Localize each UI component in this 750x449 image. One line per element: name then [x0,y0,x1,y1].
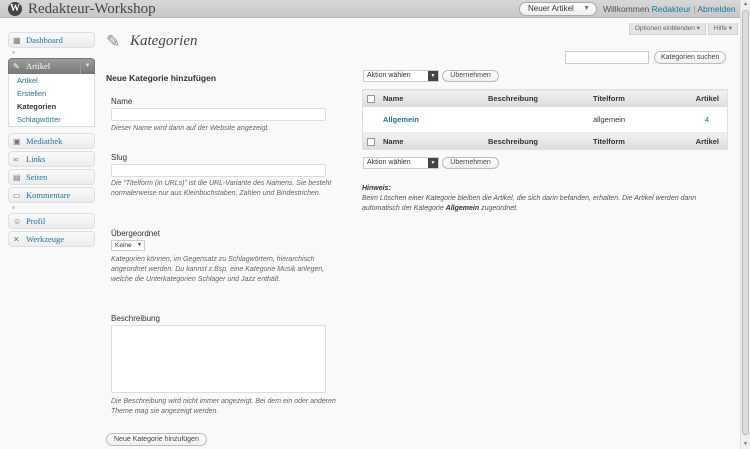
pushpin-icon: ✎ [13,62,20,71]
table-header-row [363,90,728,107]
dashboard-icon: ▦ [13,36,21,45]
bulk-action-value: Aktion wählen [367,72,411,79]
logout-link[interactable]: Abmelden [697,4,736,14]
menu-item-comments[interactable] [8,187,95,203]
name-hint: Dieser Name wird dann auf der Website angezeigt. [111,125,270,132]
bulk-action-select-bottom[interactable] [363,157,439,169]
category-search-input[interactable] [565,51,649,64]
admin-header [0,0,740,18]
apply-button-bottom[interactable]: Übernehmen [442,157,499,169]
select-all-cell [363,133,380,150]
deletion-note [362,184,732,214]
menu-item-tools[interactable] [8,231,95,247]
note-text-after: zugeordnet. [479,205,519,212]
description-textarea[interactable] [111,325,326,393]
column-description[interactable]: Beschreibung [484,133,589,150]
add-category-heading: Neue Kategorie hinzufügen [106,73,217,83]
menu-label: Profil [26,216,46,226]
link-icon: ∞ [13,155,19,164]
site-title[interactable]: Redakteur-Workshop [28,1,156,17]
chevron-down-icon[interactable]: ▼ [583,5,590,12]
menu-item-pages[interactable] [8,169,95,185]
new-article-button[interactable] [519,2,597,16]
menu-label: Dashboard [26,35,63,45]
pushpin-icon: ✎ [106,32,121,51]
column-slug[interactable]: Titelform [589,90,679,107]
menu-item-links[interactable] [8,151,95,167]
menu-item-media[interactable] [8,133,95,149]
parent-hint: Kategorien können, im Gegensatz zu Schlagwörtern, hierarchisch angeordnet werden. Du kannst z.Bsp. eine Kategorie Musik anlegen, welche die Unterkategorien Schlager und Jazz enthält. [111,256,325,283]
category-count-link[interactable]: 4 [679,107,728,133]
name-label: Name [111,97,133,106]
menu-label: Links [26,154,46,164]
new-article-label: Neuer Artikel [528,4,574,13]
menu-label: Werkzeuge [26,234,65,244]
bulk-action-select-top[interactable] [363,70,439,82]
category-description [484,107,589,133]
chevron-down-icon: ▼ [137,242,142,248]
screen-options-label: Optionen einblenden [634,25,695,32]
column-count[interactable]: Artikel [679,90,728,107]
select-all-checkbox[interactable] [367,95,375,103]
slug-label: Slug [111,153,128,162]
category-search-button[interactable]: Kategorien suchen [654,51,726,64]
row-checkbox-cell [363,107,380,133]
categories-table [362,89,728,150]
chevron-down-icon[interactable]: ▼ [80,59,94,74]
scroll-thumb[interactable] [742,10,749,435]
slug-hint: Die “Titelform (in URLs)” ist die URL-Variante des Namens. Sie besteht normalerweise nur aus Kleinbuchstaben, Zahlen und Bindestrichen. [111,180,332,197]
bulk-action-value: Aktion wählen [367,159,411,166]
column-name[interactable]: Name [379,133,484,150]
note-text-before: Beim Löschen einer Kategorie bleiben die Artikel, die sich darin befanden, erhalten. Die Artikel werden dann automatisch der Kategorie [362,195,697,212]
description-hint: Die Beschreibung wird nicht immer angezeigt. Bei dem ein oder anderen Theme mag sie angezeigt werden. [111,398,336,415]
select-all-cell [363,90,380,107]
chevron-down-icon: ▼ [428,158,438,168]
parent-category-select[interactable] [111,240,145,251]
page-title: Kategorien [130,33,198,49]
description-label: Beschreibung [111,314,160,323]
note-title: Hinweis: [362,185,391,192]
chevron-down-icon: ▼ [428,71,438,81]
screen-meta-tabs [627,23,738,35]
table-footer-row [363,133,728,150]
vertical-scrollbar[interactable] [740,0,750,449]
table-row [363,107,728,133]
column-description[interactable]: Beschreibung [484,90,589,107]
note-category: Allgemein [445,205,480,212]
menu-item-profile[interactable] [8,213,95,229]
add-category-button[interactable]: Neue Kategorie hinzufügen [106,433,207,446]
menu-item-articles[interactable] [8,58,95,74]
slug-input[interactable] [111,164,326,177]
submenu-item-tags[interactable]: Schlagwörter [17,115,61,124]
comment-icon: ▭ [13,191,21,200]
welcome-text: Willkommen [603,4,650,14]
column-name[interactable]: Name [379,90,484,107]
menu-label: Kommentare [26,190,71,200]
parent-label: Übergeordnet [111,229,160,238]
menu-separator [8,205,95,213]
help-tab[interactable]: Hilfe ▾ [708,23,738,35]
user-icon: ☺ [13,217,22,226]
category-slug: allgemein [589,107,679,133]
select-all-checkbox[interactable] [367,138,375,146]
submenu-item-articles[interactable]: Artikel [17,76,38,85]
user-greeting [603,4,736,14]
name-input[interactable] [111,108,326,121]
page-icon: ▤ [13,173,21,182]
menu-label: Seiten [26,172,48,182]
profile-link[interactable]: Redakteur [651,4,691,14]
screen-options-tab[interactable]: Optionen einblenden ▾ [629,23,706,35]
submenu-item-categories[interactable]: Kategorien [17,102,57,111]
articles-submenu [8,74,95,127]
apply-button-top[interactable]: Übernehmen [442,70,499,82]
menu-label: Mediathek [26,136,63,146]
column-slug[interactable]: Titelform [589,133,679,150]
parent-select-value: Keine [115,242,132,249]
help-label: Hilfe [713,25,727,32]
wordpress-logo-icon: W [10,3,20,14]
category-name-link[interactable]: Allgemein [379,107,484,133]
menu-label: Artikel [26,61,51,71]
menu-separator [8,50,95,58]
submenu-item-create[interactable]: Erstellen [17,89,47,98]
menu-item-dashboard[interactable] [8,32,95,48]
scroll-down-icon[interactable]: ▼ [743,441,748,447]
media-icon: ▣ [13,137,21,146]
tools-icon: ✕ [13,235,20,244]
admin-menu [8,32,95,249]
column-count[interactable]: Artikel [679,133,728,150]
separator: | [693,4,696,14]
scroll-up-icon[interactable]: ▲ [743,1,748,7]
